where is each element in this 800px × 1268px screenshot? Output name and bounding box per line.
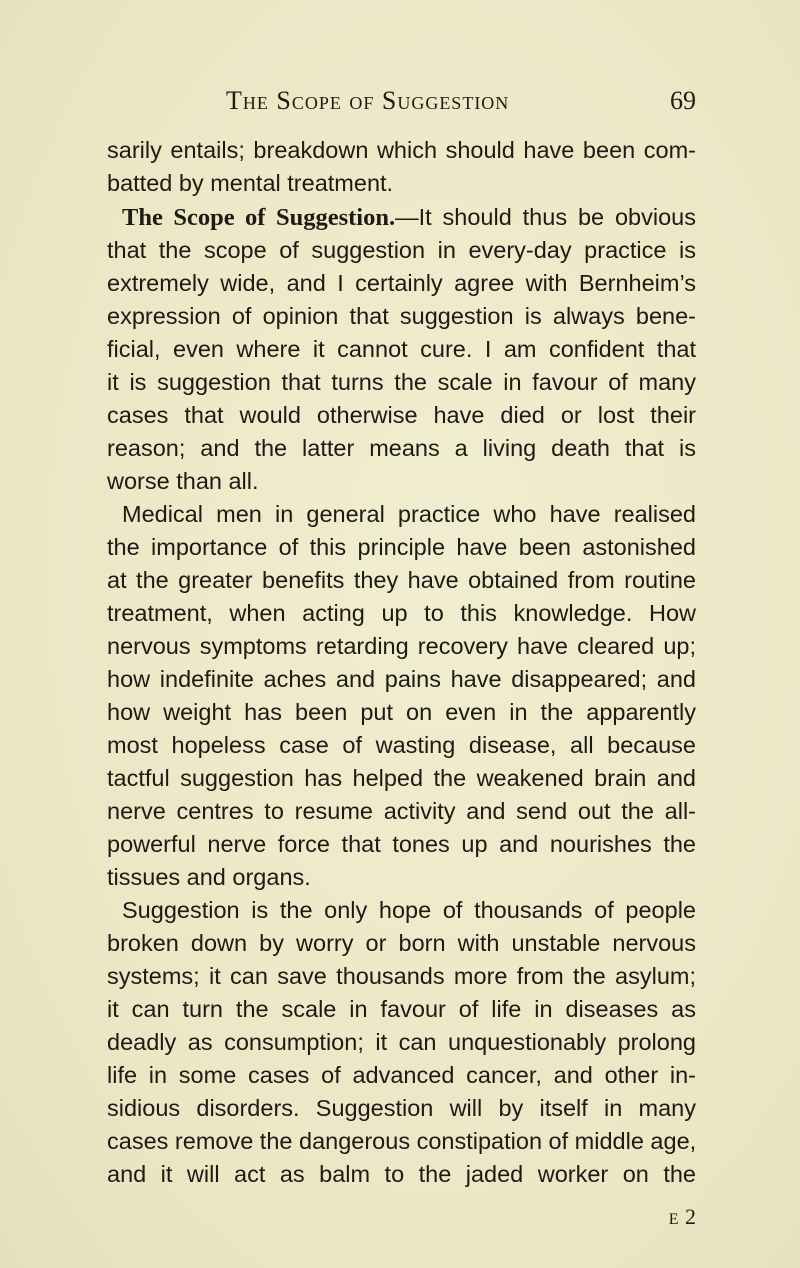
text-line bbox=[122, 201, 696, 234]
text-line: sidious disorders. Suggestion will by itself in many bbox=[107, 1095, 696, 1121]
text-line: Suggestion is the only hope of thousands of people bbox=[122, 897, 696, 923]
section-heading: The Scope of Suggestion. bbox=[122, 204, 396, 231]
text-line: how indefinite aches and pains have disappeared; and bbox=[107, 666, 696, 692]
running-title: The Scope of Suggestion bbox=[226, 86, 510, 115]
text-line: the importance of this principle have been astonished bbox=[107, 534, 696, 560]
text-line: nervous symptoms retarding recovery have cleared up; bbox=[107, 633, 696, 659]
text-line: tissues and organs. bbox=[107, 864, 311, 890]
text-line: cases that would otherwise have died or lost their bbox=[107, 402, 696, 428]
running-head bbox=[226, 86, 696, 116]
text-line: that the scope of suggestion in every-day practice is bbox=[107, 237, 696, 263]
text-line: treatment, when acting up to this knowledge. How bbox=[107, 600, 696, 626]
text-line: batted by mental treatment. bbox=[107, 170, 394, 196]
text-line: extremely wide, and I certainly agree with Bernheim’s bbox=[107, 270, 696, 296]
text-line: sarily entails; breakdown which should have been com- bbox=[107, 137, 696, 163]
text-line: deadly as consumption; it can unquestionably prolong bbox=[107, 1029, 696, 1055]
text-line: tactful suggestion has helped the weakened brain and bbox=[107, 765, 696, 791]
signature-number: 2 bbox=[685, 1204, 696, 1229]
text-line: Medical men in general practice who have realised bbox=[122, 501, 696, 527]
signature-mark bbox=[632, 1204, 696, 1234]
text-line: cases remove the dangerous constipation of middle age, bbox=[107, 1128, 697, 1154]
text-line: it is suggestion that turns the scale in favour of many bbox=[107, 369, 696, 395]
text-line: most hopeless case of wasting disease, all because bbox=[107, 732, 696, 758]
text-line: life in some cases of advanced cancer, and other in- bbox=[107, 1062, 696, 1088]
text-line: at the greater benefits they have obtained from routine bbox=[107, 567, 696, 593]
text-line: it can turn the scale in favour of life in diseases as bbox=[107, 996, 696, 1022]
text-line: systems; it can save thousands more from the asylum; bbox=[107, 963, 696, 989]
text-line: reason; and the latter means a living death that is bbox=[107, 435, 696, 461]
text-line: powerful nerve force that tones up and nourishes the bbox=[107, 831, 696, 857]
text-line: expression of opinion that suggestion is always bene- bbox=[107, 303, 696, 329]
signature-letter: E bbox=[668, 1211, 680, 1228]
text-line: and it will act as balm to the jaded worker on the bbox=[107, 1161, 696, 1187]
text-line: broken down by worry or born with unstable nervous bbox=[107, 930, 696, 956]
page-number: 69 bbox=[670, 86, 696, 115]
text-line: how weight has been put on even in the apparently bbox=[107, 699, 696, 725]
text-fragment: —It should thus be obvious bbox=[395, 204, 696, 230]
text-line: worse than all. bbox=[107, 468, 259, 494]
text-line: ficial, even where it cannot cure. I am confident that bbox=[107, 336, 696, 362]
body-text bbox=[0, 134, 800, 1187]
text-line: nerve centres to resume activity and send out the all- bbox=[107, 798, 696, 824]
